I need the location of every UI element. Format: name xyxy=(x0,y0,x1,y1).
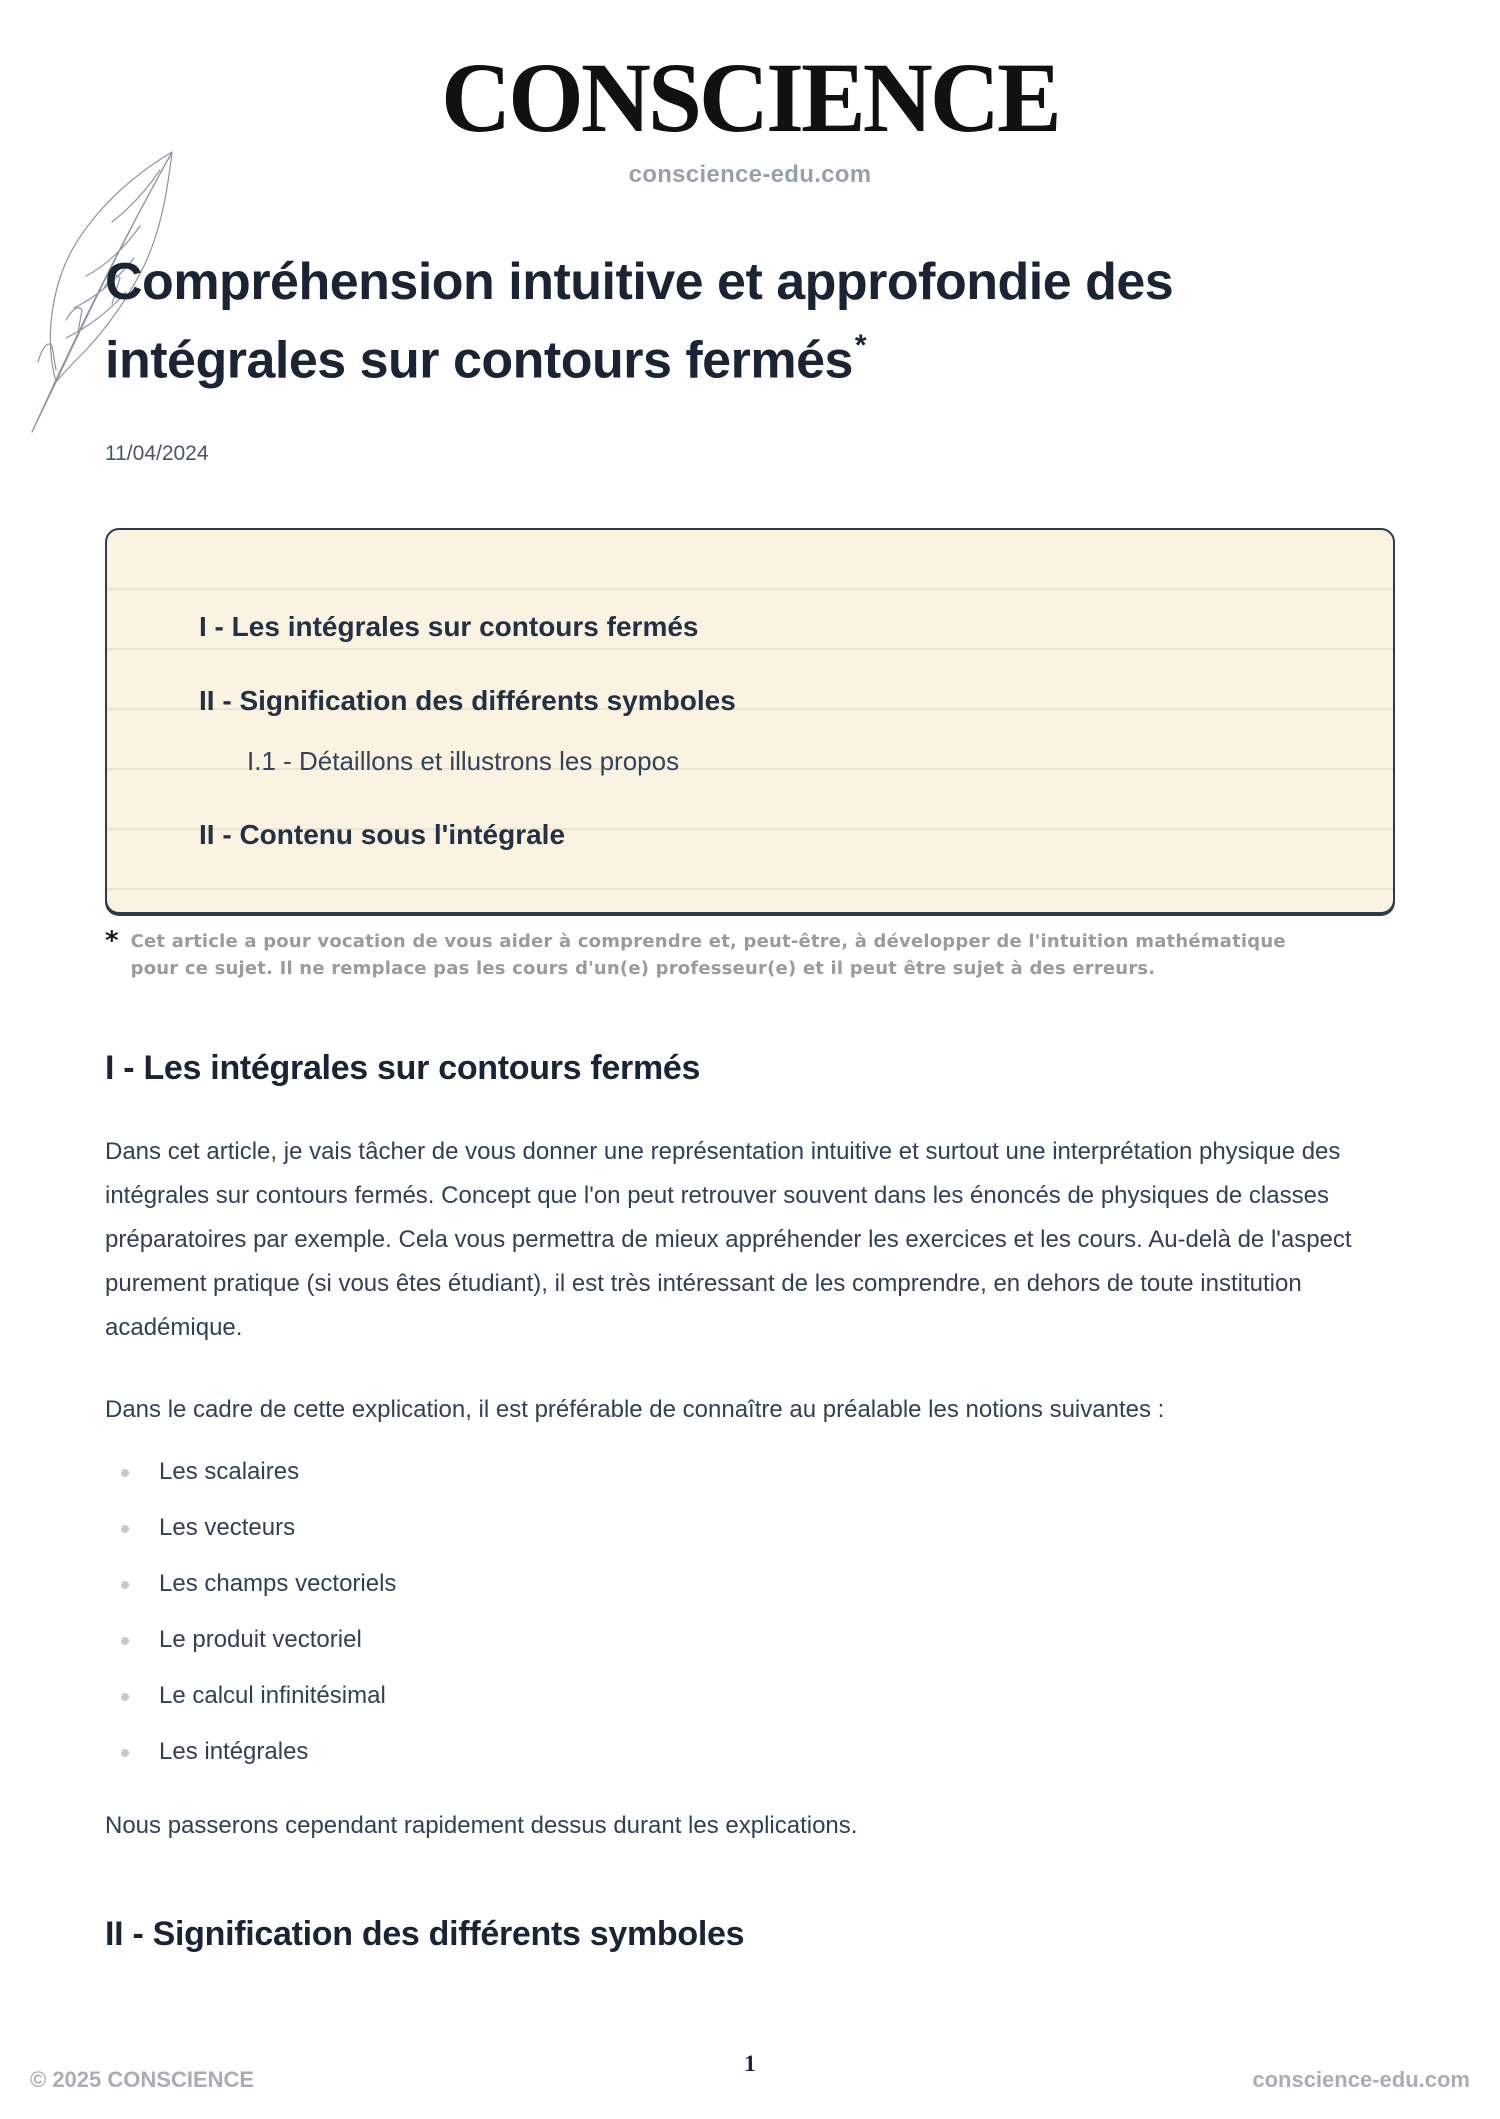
prerequisites-list xyxy=(105,1444,1395,1780)
list-item: Les champs vectoriels xyxy=(105,1556,1395,1612)
section-heading-1: I - Les intégrales sur contours fermés xyxy=(105,1049,701,1088)
site-logo: CONSCIENCE xyxy=(441,42,1059,153)
article-content xyxy=(105,249,1395,1956)
section-heading-2: II - Signification des différents symboles xyxy=(105,1915,745,1954)
footnote-text: Cet article a pour vocation de vous aider à comprendre et, peut-être, à développer de l'intuition mathématique pour ce sujet. Il ne remplace pas les cours d'un(e) professeur(e) et il peut être sujet à des erreurs. xyxy=(130,931,1286,980)
article-title-line2-text: intégrales sur contours fermés xyxy=(105,331,853,390)
site-url-caption: conscience-edu.com xyxy=(628,161,872,188)
publication-date: 11/04/2024 xyxy=(105,442,209,466)
list-item: Les vecteurs xyxy=(105,1500,1395,1556)
paragraph: Nous passerons cependant rapidement dessus durant les explications. xyxy=(105,1812,858,1840)
list-item: Les scalaires xyxy=(105,1444,1395,1500)
table-of-contents xyxy=(105,528,1395,914)
toc-item-3[interactable]: I.1 - Détaillons et illustrons les propos xyxy=(247,746,680,777)
paragraph: Dans le cadre de cette explication, il est préférable de connaître au préalable les notions suivantes : xyxy=(105,1396,1165,1424)
toc-item-4[interactable]: II - Contenu sous l'intégrale xyxy=(199,819,566,851)
footer-copyright: © 2025 CONSCIENCE xyxy=(30,2067,255,2092)
site-header xyxy=(0,0,1500,189)
footnote xyxy=(105,928,1395,982)
article-title-line2 xyxy=(105,316,1395,394)
toc-item-2[interactable]: II - Signification des différents symboles xyxy=(199,685,736,717)
footnote-marker-superscript: * xyxy=(854,329,867,362)
toc-item-1[interactable]: I - Les intégrales sur contours fermés xyxy=(199,611,699,643)
paragraph: Dans cet article, je vais tâcher de vous donner une représentation intuitive et surtout une interprétation physique des intégrales sur contours fermés. Concept que l'on peut retrouver souvent dans les énoncés de physiques de classes préparatoires par exemple. Cela vous permettra de mieux appréhender les exercices et les cours. Au-delà de l'aspect purement pratique (si vous êtes étudiant), il est très intéressant de les comprendre, en dehors de toute institution académique. xyxy=(105,1138,1352,1342)
page-footer xyxy=(30,2067,1470,2093)
list-item: Le produit vectoriel xyxy=(105,1612,1395,1668)
article-title xyxy=(105,249,1395,394)
list-item: Les intégrales xyxy=(105,1724,1395,1780)
article-title-line1: Compréhension intuitive et approfondie des xyxy=(105,253,1174,311)
footer-website: conscience-edu.com xyxy=(1252,2067,1470,2092)
list-item: Le calcul infinitésimal xyxy=(105,1668,1395,1724)
footnote-asterisk: * xyxy=(105,926,119,957)
page-number: 1 xyxy=(744,2051,756,2076)
